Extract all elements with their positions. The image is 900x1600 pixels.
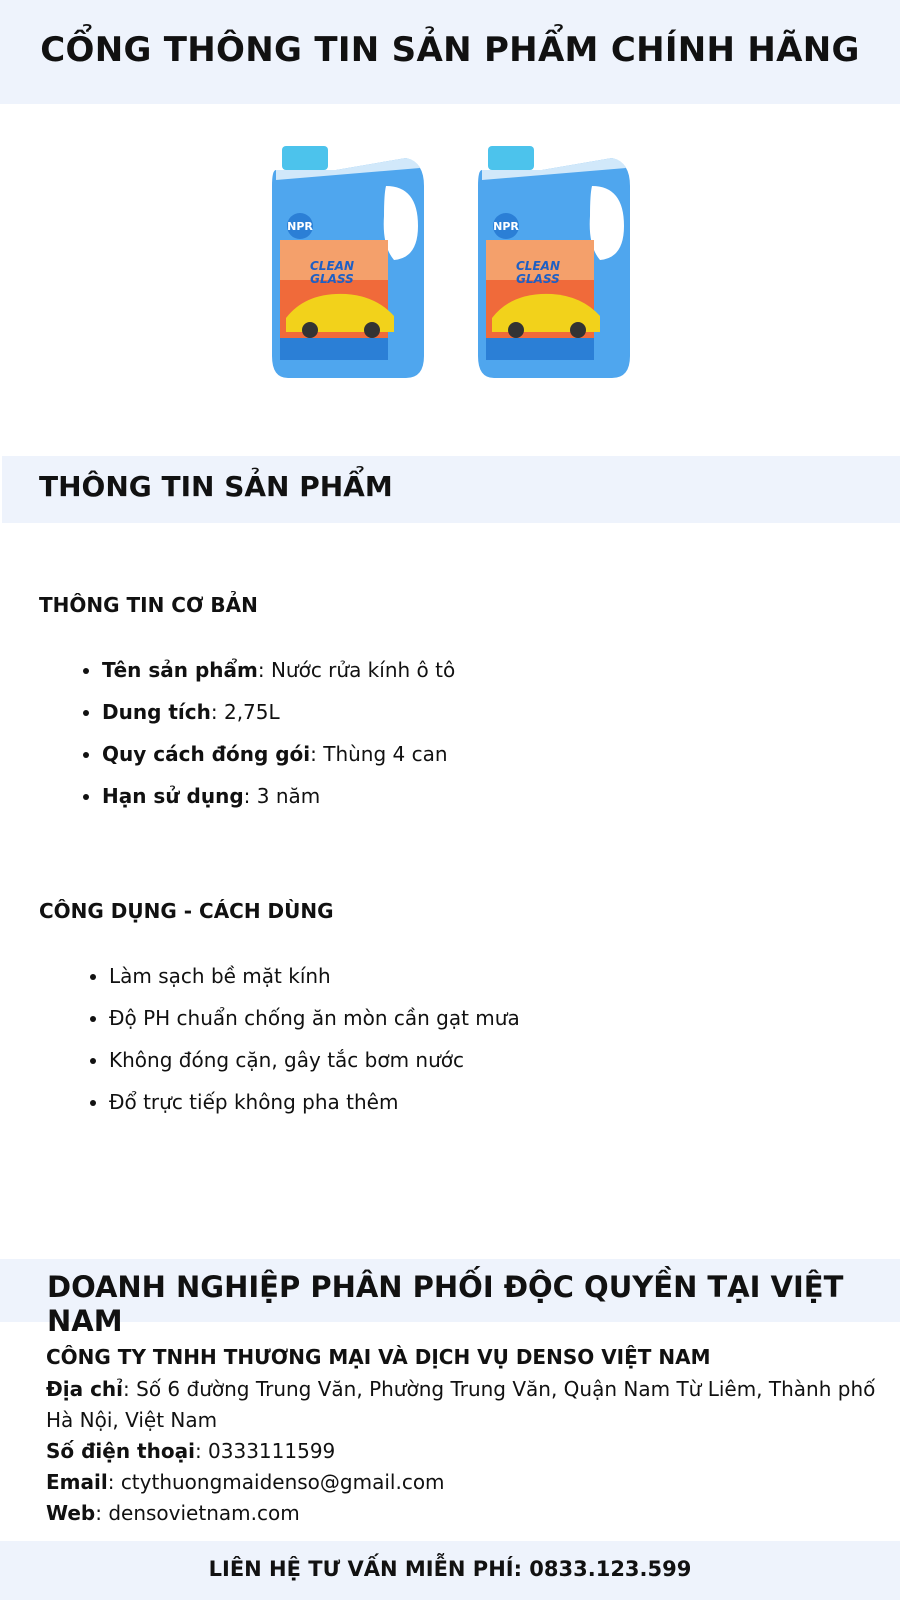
list-item [102, 657, 455, 699]
product-image-1 [266, 146, 428, 386]
email-label: Email [46, 1470, 108, 1494]
usage-heading: CÔNG DỤNG - CÁCH DÙNG [39, 899, 334, 923]
product-name-value: : Nước rửa kính ô tô [257, 658, 456, 682]
jug-brand-2: NPR [493, 220, 519, 233]
phone-label: Số điện thoại [46, 1439, 195, 1463]
product-image-2 [472, 146, 634, 386]
product-info-title: THÔNG TIN SẢN PHẨM [39, 470, 393, 503]
phone-line [46, 1436, 886, 1467]
list-item: • Làm sạch bề mặt kính [109, 963, 520, 1005]
web-line [46, 1498, 886, 1529]
phone-value: : 0333111599 [194, 1439, 336, 1463]
email-line [46, 1467, 886, 1498]
packing-label: Quy cách đóng gói [102, 742, 311, 766]
list-item [102, 699, 455, 741]
jug-name-line1-2: CLEAN [516, 259, 560, 273]
address-value: : Số 6 đường Trung Văn, Phường Trung Văn, Quận Nam Từ Liêm, Thành phố Hà Nội, Việt Nam [46, 1377, 876, 1432]
web-value[interactable]: : densovietnam.com [95, 1501, 300, 1525]
list-item: • Không đóng cặn, gây tắc bơm nước [109, 1047, 520, 1089]
list-item: • Độ PH chuẩn chống ăn mòn cần gạt mưa [109, 1005, 520, 1047]
jug-name-line2-1: GLASS [310, 272, 354, 286]
jug-brand-1: NPR [287, 220, 313, 233]
page-title: CỔNG THÔNG TIN SẢN PHẨM CHÍNH HÃNG [40, 30, 860, 70]
list-item: • Đổ trực tiếp không pha thêm [109, 1089, 520, 1131]
shelf-life-value: : 3 năm [243, 784, 321, 808]
basic-info-heading: THÔNG TIN CƠ BẢN [39, 593, 258, 617]
capacity-label: Dung tích [102, 700, 211, 724]
usage-list [109, 963, 520, 1131]
company-name: CÔNG TY TNHH THƯƠNG MẠI VÀ DỊCH VỤ DENSO VIỆT NAM [46, 1345, 711, 1369]
contact-hotline[interactable]: LIÊN HỆ TƯ VẤN MIỄN PHÍ: 0833.123.599 [208, 1557, 692, 1581]
product-name-label: Tên sản phẩm [102, 658, 258, 682]
company-info [46, 1342, 886, 1529]
jug-name-line2-2: GLASS [516, 272, 560, 286]
distributor-title: DOANH NGHIỆP PHÂN PHỐI ĐỘC QUYỀN TẠI VIỆT NAM [47, 1270, 844, 1338]
packing-value: : Thùng 4 can [310, 742, 448, 766]
address-label: Địa chỉ [46, 1377, 124, 1401]
jug-name-line1-1: CLEAN [310, 259, 354, 273]
capacity-value: : 2,75L [210, 700, 280, 724]
email-value[interactable]: : ctythuongmaidenso@gmail.com [107, 1470, 445, 1494]
list-item [102, 783, 455, 825]
address-line [46, 1374, 886, 1436]
shelf-life-label: Hạn sử dụng [102, 784, 244, 808]
basic-info-list [102, 657, 455, 825]
web-label: Web [46, 1501, 96, 1525]
list-item [102, 741, 455, 783]
product-images [0, 146, 900, 386]
